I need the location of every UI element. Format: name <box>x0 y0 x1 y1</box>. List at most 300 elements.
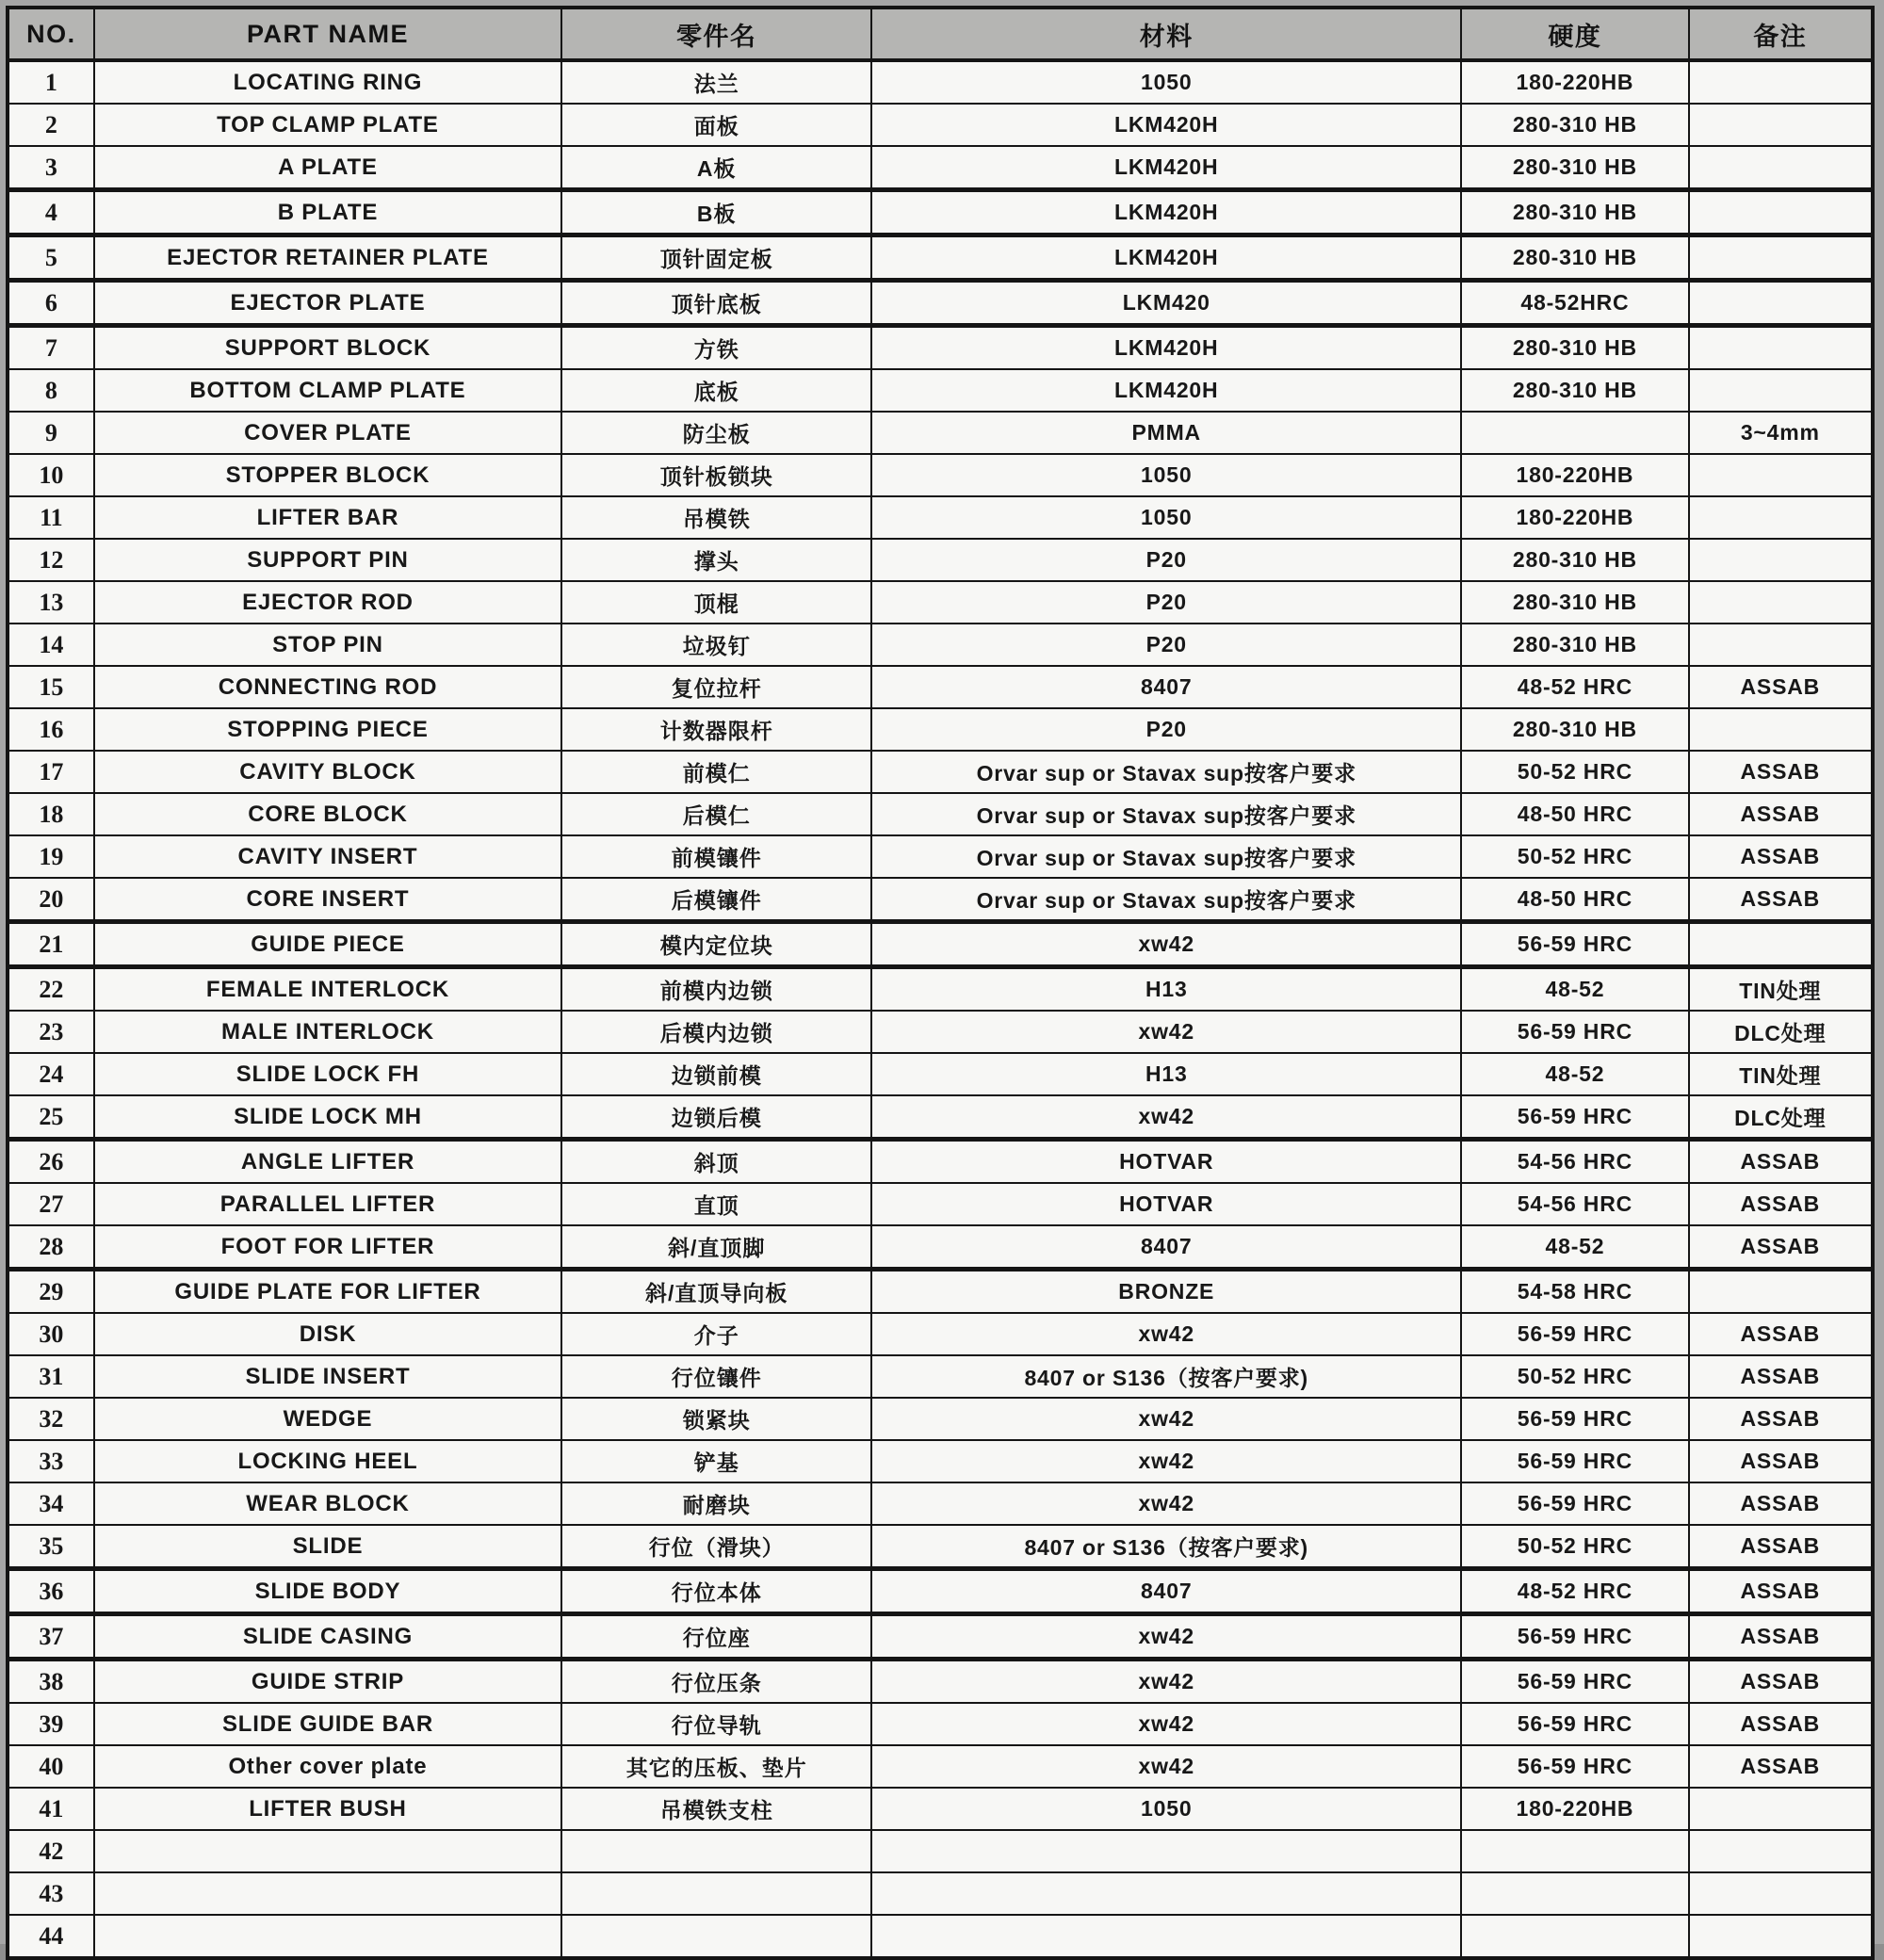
cell-material: Orvar sup or Stavax sup按客户要求 <box>871 835 1461 878</box>
cell-material: xw42 <box>871 1703 1461 1745</box>
cell-remark: ASSAB <box>1689 1482 1873 1525</box>
cell-cn: 吊模铁支柱 <box>561 1788 871 1830</box>
cell-no: 29 <box>8 1270 94 1314</box>
cell-name: ANGLE LIFTER <box>94 1140 561 1184</box>
cell-material: xw42 <box>871 1398 1461 1440</box>
cell-remark <box>1689 60 1873 104</box>
cell-name: PARALLEL LIFTER <box>94 1183 561 1225</box>
cell-no: 34 <box>8 1482 94 1525</box>
table-row <box>8 1355 1873 1398</box>
cell-material: LKM420H <box>871 235 1461 281</box>
cell-hardness: 56-59 HRC <box>1461 1011 1688 1053</box>
cell-cn: 顶棍 <box>561 581 871 624</box>
cell-no: 8 <box>8 369 94 412</box>
cell-name: CONNECTING ROD <box>94 666 561 708</box>
table-row <box>8 1313 1873 1355</box>
cell-material: xw42 <box>871 1095 1461 1140</box>
table-row <box>8 624 1873 666</box>
cell-name: CORE INSERT <box>94 878 561 922</box>
cell-hardness <box>1461 1872 1688 1915</box>
column-header-cn-name: 零件名 <box>561 8 871 60</box>
cell-material: LKM420H <box>871 190 1461 235</box>
cell-remark: ASSAB <box>1689 1313 1873 1355</box>
cell-remark: ASSAB <box>1689 1745 1873 1788</box>
cell-no: 26 <box>8 1140 94 1184</box>
cell-cn: 复位拉杆 <box>561 666 871 708</box>
cell-no: 44 <box>8 1915 94 1958</box>
cell-material: 8407 <box>871 1569 1461 1614</box>
cell-material <box>871 1830 1461 1872</box>
cell-name: SUPPORT PIN <box>94 539 561 581</box>
cell-name: SUPPORT BLOCK <box>94 326 561 370</box>
cell-name: TOP CLAMP PLATE <box>94 104 561 146</box>
cell-remark: ASSAB <box>1689 1614 1873 1660</box>
cell-material: xw42 <box>871 1011 1461 1053</box>
cell-no: 17 <box>8 751 94 793</box>
cell-remark <box>1689 539 1873 581</box>
cell-name: LIFTER BUSH <box>94 1788 561 1830</box>
cell-material: PMMA <box>871 412 1461 454</box>
cell-hardness: 280-310 HB <box>1461 624 1688 666</box>
cell-no: 25 <box>8 1095 94 1140</box>
cell-remark: ASSAB <box>1689 1225 1873 1270</box>
cell-hardness: 56-59 HRC <box>1461 1703 1688 1745</box>
cell-cn: 直顶 <box>561 1183 871 1225</box>
table-row <box>8 454 1873 496</box>
cell-remark: TIN处理 <box>1689 967 1873 1012</box>
cell-remark <box>1689 708 1873 751</box>
cell-material: 1050 <box>871 60 1461 104</box>
cell-remark <box>1689 146 1873 190</box>
cell-hardness: 180-220HB <box>1461 454 1688 496</box>
cell-remark: ASSAB <box>1689 1140 1873 1184</box>
table-row <box>8 1011 1873 1053</box>
cell-material <box>871 1915 1461 1958</box>
cell-name: A PLATE <box>94 146 561 190</box>
cell-material: Orvar sup or Stavax sup按客户要求 <box>871 878 1461 922</box>
cell-no: 23 <box>8 1011 94 1053</box>
cell-remark <box>1689 581 1873 624</box>
cell-remark: ASSAB <box>1689 1355 1873 1398</box>
cell-hardness: 56-59 HRC <box>1461 1313 1688 1355</box>
cell-no: 16 <box>8 708 94 751</box>
cell-material: LKM420H <box>871 326 1461 370</box>
cell-no: 6 <box>8 281 94 326</box>
cell-cn: 模内定位块 <box>561 922 871 967</box>
cell-material: 8407 <box>871 666 1461 708</box>
cell-no: 3 <box>8 146 94 190</box>
cell-remark: ASSAB <box>1689 1660 1873 1704</box>
cell-cn: 行位压条 <box>561 1660 871 1704</box>
cell-remark: ASSAB <box>1689 878 1873 922</box>
cell-name <box>94 1872 561 1915</box>
table-row <box>8 1872 1873 1915</box>
cell-hardness: 56-59 HRC <box>1461 1482 1688 1525</box>
cell-cn: 行位座 <box>561 1614 871 1660</box>
cell-hardness: 50-52 HRC <box>1461 835 1688 878</box>
cell-remark: ASSAB <box>1689 1703 1873 1745</box>
cell-no: 11 <box>8 496 94 539</box>
cell-hardness: 56-59 HRC <box>1461 922 1688 967</box>
cell-cn: 垃圾钉 <box>561 624 871 666</box>
cell-name: COVER PLATE <box>94 412 561 454</box>
cell-hardness: 48-52 <box>1461 1225 1688 1270</box>
cell-remark <box>1689 1830 1873 1872</box>
cell-material: P20 <box>871 539 1461 581</box>
cell-hardness: 48-50 HRC <box>1461 878 1688 922</box>
table-row <box>8 496 1873 539</box>
table-row <box>8 835 1873 878</box>
cell-name: SLIDE BODY <box>94 1569 561 1614</box>
cell-hardness: 54-58 HRC <box>1461 1270 1688 1314</box>
cell-remark <box>1689 104 1873 146</box>
cell-cn: 吊模铁 <box>561 496 871 539</box>
cell-remark <box>1689 922 1873 967</box>
table-row <box>8 793 1873 835</box>
cell-hardness: 50-52 HRC <box>1461 1355 1688 1398</box>
cell-material: LKM420H <box>871 104 1461 146</box>
cell-cn: 耐磨块 <box>561 1482 871 1525</box>
cell-no: 21 <box>8 922 94 967</box>
cell-remark <box>1689 326 1873 370</box>
cell-name: FEMALE INTERLOCK <box>94 967 561 1012</box>
cell-material: 1050 <box>871 1788 1461 1830</box>
cell-material: P20 <box>871 708 1461 751</box>
cell-no: 22 <box>8 967 94 1012</box>
table-row <box>8 1569 1873 1614</box>
cell-no: 18 <box>8 793 94 835</box>
cell-hardness: 50-52 HRC <box>1461 1525 1688 1569</box>
cell-remark <box>1689 624 1873 666</box>
table-row <box>8 1915 1873 1958</box>
cell-no: 10 <box>8 454 94 496</box>
cell-remark <box>1689 496 1873 539</box>
cell-name: WEAR BLOCK <box>94 1482 561 1525</box>
cell-cn: 边锁前模 <box>561 1053 871 1095</box>
cell-no: 35 <box>8 1525 94 1569</box>
cell-cn: 后模镶件 <box>561 878 871 922</box>
cell-remark <box>1689 281 1873 326</box>
cell-no: 5 <box>8 235 94 281</box>
cell-cn: 介子 <box>561 1313 871 1355</box>
cell-material: H13 <box>871 967 1461 1012</box>
cell-name: WEDGE <box>94 1398 561 1440</box>
cell-no: 38 <box>8 1660 94 1704</box>
table-row <box>8 190 1873 235</box>
cell-cn: 前模镶件 <box>561 835 871 878</box>
table-row <box>8 878 1873 922</box>
cell-material: 8407 or S136（按客户要求) <box>871 1355 1461 1398</box>
cell-material: xw42 <box>871 1313 1461 1355</box>
cell-hardness: 48-50 HRC <box>1461 793 1688 835</box>
cell-material: LKM420 <box>871 281 1461 326</box>
cell-hardness: 280-310 HB <box>1461 708 1688 751</box>
cell-material: LKM420H <box>871 146 1461 190</box>
cell-cn: 撑头 <box>561 539 871 581</box>
cell-no: 19 <box>8 835 94 878</box>
cell-material: 8407 <box>871 1225 1461 1270</box>
cell-hardness: 48-52 HRC <box>1461 1569 1688 1614</box>
cell-hardness: 56-59 HRC <box>1461 1614 1688 1660</box>
cell-remark: ASSAB <box>1689 1440 1873 1482</box>
cell-remark: 3~4mm <box>1689 412 1873 454</box>
cell-material: HOTVAR <box>871 1140 1461 1184</box>
cell-material: Orvar sup or Stavax sup按客户要求 <box>871 751 1461 793</box>
table-row <box>8 60 1873 104</box>
cell-hardness: 280-310 HB <box>1461 539 1688 581</box>
cell-hardness: 280-310 HB <box>1461 104 1688 146</box>
cell-cn <box>561 1915 871 1958</box>
cell-remark: ASSAB <box>1689 666 1873 708</box>
table-row <box>8 1830 1873 1872</box>
cell-name: SLIDE <box>94 1525 561 1569</box>
cell-name: LOCKING HEEL <box>94 1440 561 1482</box>
cell-no: 42 <box>8 1830 94 1872</box>
cell-name: CAVITY INSERT <box>94 835 561 878</box>
table-row <box>8 104 1873 146</box>
table-row <box>8 1614 1873 1660</box>
table-row <box>8 146 1873 190</box>
table-row <box>8 1745 1873 1788</box>
cell-name: BOTTOM CLAMP PLATE <box>94 369 561 412</box>
column-header-remark: 备注 <box>1689 8 1873 60</box>
cell-name: EJECTOR ROD <box>94 581 561 624</box>
cell-name: EJECTOR PLATE <box>94 281 561 326</box>
cell-remark <box>1689 1915 1873 1958</box>
cell-material: H13 <box>871 1053 1461 1095</box>
cell-hardness: 48-52HRC <box>1461 281 1688 326</box>
cell-hardness <box>1461 412 1688 454</box>
cell-cn: B板 <box>561 190 871 235</box>
cell-material: xw42 <box>871 1614 1461 1660</box>
cell-no: 27 <box>8 1183 94 1225</box>
table-row <box>8 751 1873 793</box>
cell-cn: 锁紧块 <box>561 1398 871 1440</box>
cell-name: STOP PIN <box>94 624 561 666</box>
cell-remark: ASSAB <box>1689 835 1873 878</box>
cell-no: 31 <box>8 1355 94 1398</box>
cell-no: 9 <box>8 412 94 454</box>
cell-no: 43 <box>8 1872 94 1915</box>
cell-remark <box>1689 454 1873 496</box>
cell-material: 1050 <box>871 454 1461 496</box>
cell-cn: 前模仁 <box>561 751 871 793</box>
table-row <box>8 1703 1873 1745</box>
cell-cn: 顶针固定板 <box>561 235 871 281</box>
cell-hardness: 56-59 HRC <box>1461 1745 1688 1788</box>
table-row <box>8 281 1873 326</box>
cell-no: 24 <box>8 1053 94 1095</box>
cell-material: LKM420H <box>871 369 1461 412</box>
cell-name: CAVITY BLOCK <box>94 751 561 793</box>
cell-remark <box>1689 190 1873 235</box>
cell-no: 1 <box>8 60 94 104</box>
cell-no: 36 <box>8 1569 94 1614</box>
column-header-part-name: PART NAME <box>94 8 561 60</box>
cell-name: GUIDE PLATE FOR LIFTER <box>94 1270 561 1314</box>
cell-material: xw42 <box>871 1745 1461 1788</box>
cell-name <box>94 1915 561 1958</box>
cell-material: xw42 <box>871 1660 1461 1704</box>
cell-cn: 边锁后模 <box>561 1095 871 1140</box>
cell-hardness: 54-56 HRC <box>1461 1183 1688 1225</box>
cell-name: GUIDE STRIP <box>94 1660 561 1704</box>
cell-name: GUIDE PIECE <box>94 922 561 967</box>
cell-no: 32 <box>8 1398 94 1440</box>
cell-no: 37 <box>8 1614 94 1660</box>
table-header <box>8 8 1873 60</box>
cell-no: 2 <box>8 104 94 146</box>
column-header-no: NO. <box>8 8 94 60</box>
cell-no: 28 <box>8 1225 94 1270</box>
cell-name: EJECTOR RETAINER PLATE <box>94 235 561 281</box>
cell-hardness: 56-59 HRC <box>1461 1660 1688 1704</box>
table-row <box>8 708 1873 751</box>
cell-material <box>871 1872 1461 1915</box>
table-row <box>8 1183 1873 1225</box>
cell-no: 41 <box>8 1788 94 1830</box>
cell-hardness: 280-310 HB <box>1461 581 1688 624</box>
cell-name: B PLATE <box>94 190 561 235</box>
cell-name <box>94 1830 561 1872</box>
cell-remark: ASSAB <box>1689 751 1873 793</box>
cell-cn: 方铁 <box>561 326 871 370</box>
cell-cn: 面板 <box>561 104 871 146</box>
table-row <box>8 369 1873 412</box>
cell-cn: 行位本体 <box>561 1569 871 1614</box>
table-row <box>8 581 1873 624</box>
cell-hardness: 48-52 <box>1461 967 1688 1012</box>
cell-name: LOCATING RING <box>94 60 561 104</box>
cell-hardness: 280-310 HB <box>1461 235 1688 281</box>
cell-no: 30 <box>8 1313 94 1355</box>
cell-hardness: 50-52 HRC <box>1461 751 1688 793</box>
cell-remark: ASSAB <box>1689 793 1873 835</box>
table-row <box>8 1053 1873 1095</box>
cell-hardness <box>1461 1830 1688 1872</box>
cell-cn: A板 <box>561 146 871 190</box>
parts-table <box>6 6 1875 1960</box>
cell-cn <box>561 1872 871 1915</box>
cell-cn: 前模内边锁 <box>561 967 871 1012</box>
table-row <box>8 1095 1873 1140</box>
cell-material: Orvar sup or Stavax sup按客户要求 <box>871 793 1461 835</box>
cell-cn: 防尘板 <box>561 412 871 454</box>
cell-material: HOTVAR <box>871 1183 1461 1225</box>
column-header-material: 材料 <box>871 8 1461 60</box>
cell-no: 4 <box>8 190 94 235</box>
cell-hardness: 54-56 HRC <box>1461 1140 1688 1184</box>
column-header-hardness: 硬度 <box>1461 8 1688 60</box>
table-row <box>8 666 1873 708</box>
cell-hardness: 48-52 HRC <box>1461 666 1688 708</box>
cell-name: STOPPING PIECE <box>94 708 561 751</box>
cell-cn: 铲基 <box>561 1440 871 1482</box>
table-row <box>8 412 1873 454</box>
cell-material: xw42 <box>871 1440 1461 1482</box>
cell-remark <box>1689 1270 1873 1314</box>
cell-cn: 行位镶件 <box>561 1355 871 1398</box>
table-row <box>8 967 1873 1012</box>
cell-remark: ASSAB <box>1689 1398 1873 1440</box>
cell-no: 15 <box>8 666 94 708</box>
table-row <box>8 1140 1873 1184</box>
cell-name: FOOT FOR LIFTER <box>94 1225 561 1270</box>
cell-no: 14 <box>8 624 94 666</box>
cell-remark: ASSAB <box>1689 1183 1873 1225</box>
cell-hardness: 280-310 HB <box>1461 326 1688 370</box>
cell-hardness: 180-220HB <box>1461 1788 1688 1830</box>
table-body <box>8 60 1873 1958</box>
cell-name: SLIDE CASING <box>94 1614 561 1660</box>
cell-hardness: 56-59 HRC <box>1461 1440 1688 1482</box>
table-row <box>8 326 1873 370</box>
cell-no: 39 <box>8 1703 94 1745</box>
table-row <box>8 1482 1873 1525</box>
table-row <box>8 1270 1873 1314</box>
cell-hardness: 280-310 HB <box>1461 190 1688 235</box>
cell-cn: 其它的压板、垫片 <box>561 1745 871 1788</box>
cell-no: 33 <box>8 1440 94 1482</box>
cell-material: 1050 <box>871 496 1461 539</box>
table-row <box>8 922 1873 967</box>
cell-material: xw42 <box>871 922 1461 967</box>
cell-name: SLIDE LOCK MH <box>94 1095 561 1140</box>
cell-no: 40 <box>8 1745 94 1788</box>
cell-hardness: 180-220HB <box>1461 60 1688 104</box>
cell-name: SLIDE INSERT <box>94 1355 561 1398</box>
cell-no: 12 <box>8 539 94 581</box>
header-row <box>8 8 1873 60</box>
cell-cn: 行位（滑块） <box>561 1525 871 1569</box>
table-row <box>8 235 1873 281</box>
cell-cn: 顶针板锁块 <box>561 454 871 496</box>
cell-name: MALE INTERLOCK <box>94 1011 561 1053</box>
cell-hardness: 180-220HB <box>1461 496 1688 539</box>
table-row <box>8 1525 1873 1569</box>
cell-hardness: 280-310 HB <box>1461 146 1688 190</box>
table-row <box>8 1660 1873 1704</box>
table-row <box>8 1440 1873 1482</box>
cell-material: P20 <box>871 624 1461 666</box>
cell-cn <box>561 1830 871 1872</box>
cell-hardness: 48-52 <box>1461 1053 1688 1095</box>
cell-cn: 后模仁 <box>561 793 871 835</box>
table-row <box>8 1398 1873 1440</box>
cell-material: P20 <box>871 581 1461 624</box>
table-row <box>8 1225 1873 1270</box>
cell-remark: DLC处理 <box>1689 1011 1873 1053</box>
cell-remark: ASSAB <box>1689 1569 1873 1614</box>
cell-no: 20 <box>8 878 94 922</box>
cell-cn: 斜顶 <box>561 1140 871 1184</box>
cell-no: 13 <box>8 581 94 624</box>
cell-cn: 后模内边锁 <box>561 1011 871 1053</box>
cell-name: LIFTER BAR <box>94 496 561 539</box>
cell-hardness <box>1461 1915 1688 1958</box>
cell-name: SLIDE GUIDE BAR <box>94 1703 561 1745</box>
cell-name: SLIDE LOCK FH <box>94 1053 561 1095</box>
cell-cn: 底板 <box>561 369 871 412</box>
cell-remark: ASSAB <box>1689 1525 1873 1569</box>
cell-name: CORE BLOCK <box>94 793 561 835</box>
cell-no: 7 <box>8 326 94 370</box>
cell-cn: 行位导轨 <box>561 1703 871 1745</box>
table-row <box>8 539 1873 581</box>
cell-hardness: 56-59 HRC <box>1461 1095 1688 1140</box>
cell-material: 8407 or S136（按客户要求) <box>871 1525 1461 1569</box>
cell-remark: DLC处理 <box>1689 1095 1873 1140</box>
